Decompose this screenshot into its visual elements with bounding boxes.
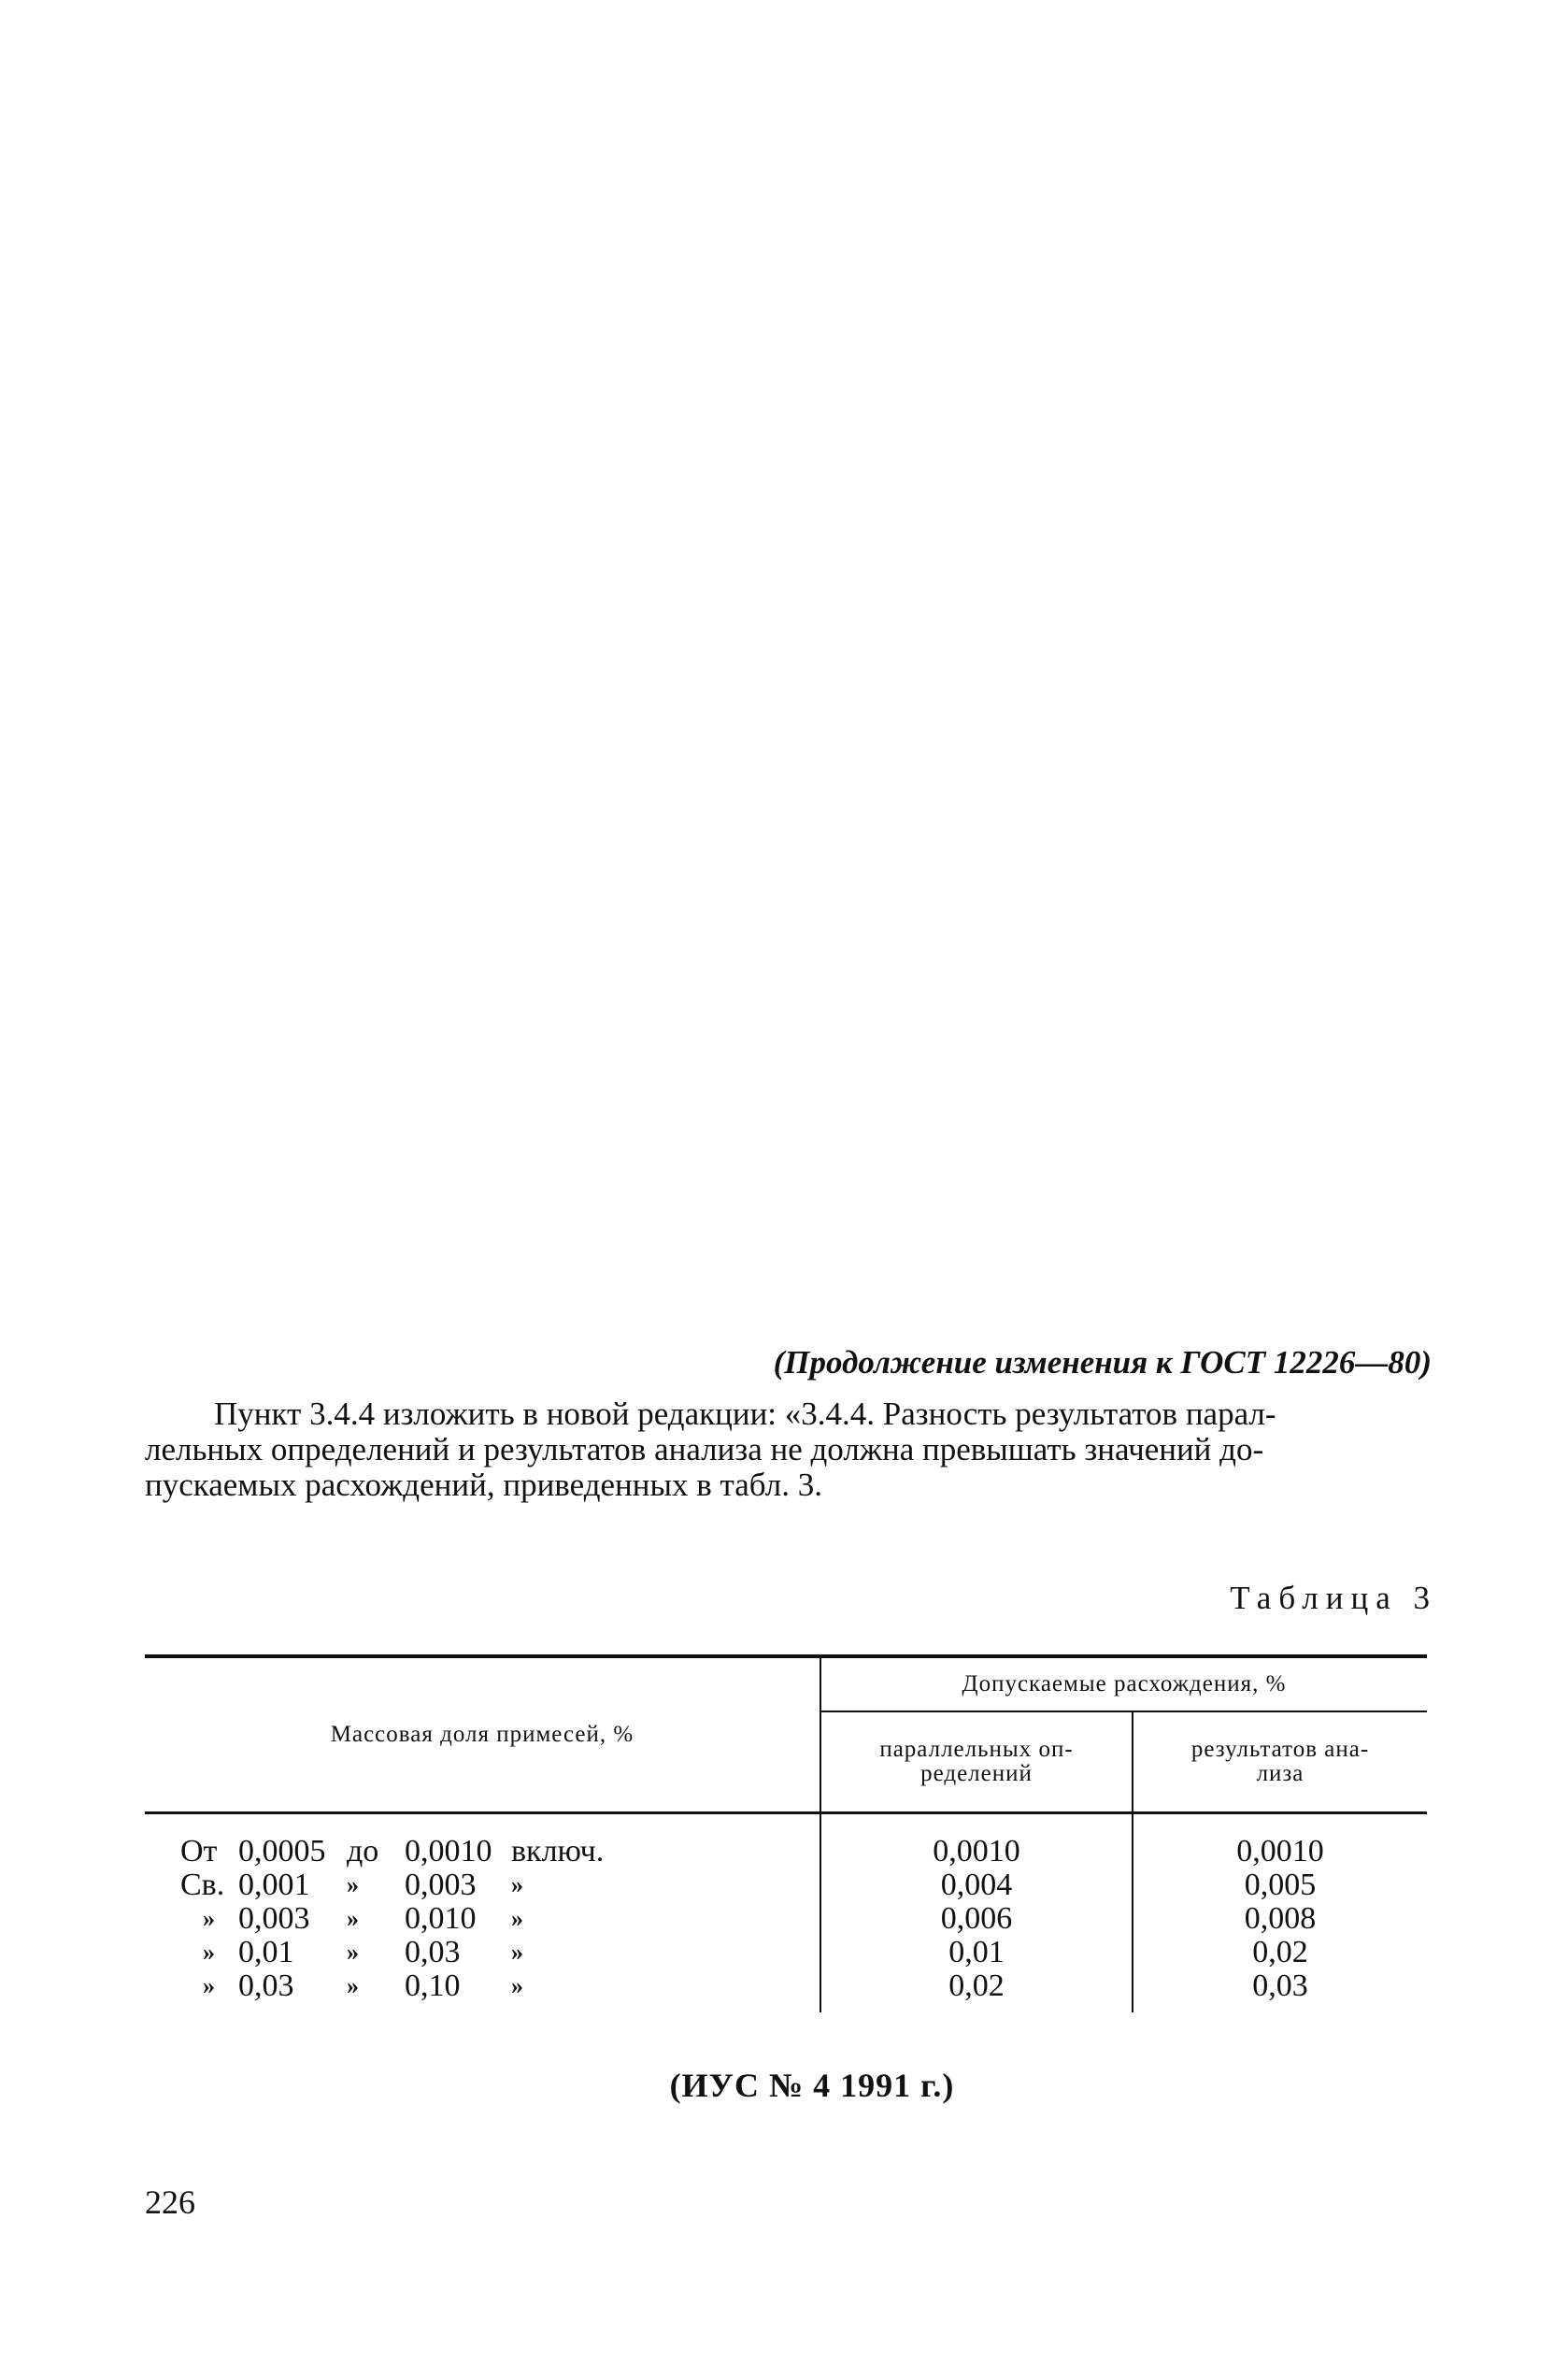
paragraph-line: пускаемых расхождений, приведенных в табл. 3. <box>145 1467 822 1503</box>
range-cell <box>145 1902 820 1936</box>
parallel-value: 0,0010 <box>820 1813 1133 1869</box>
column-header-result <box>1133 1711 1427 1813</box>
range-suffix: » <box>511 1939 523 1966</box>
range-separator: » <box>347 1972 359 1999</box>
paragraph-line: лельных определений и результатов анализа не должна превышать значений до- <box>145 1431 1264 1467</box>
range-separator: » <box>347 1871 359 1898</box>
parallel-value: 0,01 <box>820 1936 1133 1969</box>
continuation-heading: (Продолжение изменения к ГОСТ 12226—80) <box>773 1344 1432 1381</box>
result-value: 0,0010 <box>1133 1813 1427 1869</box>
range-to: 0,10 <box>405 1968 461 2003</box>
range-separator: до <box>347 1834 379 1868</box>
table-row <box>145 1813 1427 1869</box>
range-from: 0,0005 <box>238 1834 326 1868</box>
range-to: 0,0010 <box>405 1834 492 1868</box>
tolerance-table <box>145 1654 1427 2012</box>
range-from: 0,001 <box>238 1868 310 1902</box>
range-to: 0,003 <box>405 1868 477 1902</box>
range-separator: » <box>347 1939 359 1966</box>
range-cell <box>145 1813 820 1869</box>
range-to: 0,010 <box>405 1901 477 1936</box>
range-from: 0,003 <box>238 1901 310 1936</box>
result-value: 0,03 <box>1133 1969 1427 2012</box>
range-prefix: » <box>203 1972 215 1999</box>
range-prefix: » <box>203 1939 215 1966</box>
column-header-tolerance-group: Допускаемые расхождения, % <box>820 1656 1427 1711</box>
tolerance-table-container <box>145 1654 1427 2012</box>
range-cell <box>145 1969 820 2012</box>
table-row <box>145 1902 1427 1936</box>
range-prefix: » <box>203 1905 215 1932</box>
header-line: параллельных оп- <box>879 1737 1074 1762</box>
parallel-value: 0,02 <box>820 1969 1133 2012</box>
range-to: 0,03 <box>405 1935 461 1969</box>
amendment-paragraph <box>145 1396 1425 1503</box>
paragraph-line: Пункт 3.4.4 изложить в новой редакции: «3.4.4. Разность результатов парал- <box>214 1396 1276 1432</box>
result-value: 0,02 <box>1133 1936 1427 1969</box>
header-line: ределений <box>920 1761 1033 1786</box>
table-row <box>145 1936 1427 1969</box>
range-cell <box>145 1868 820 1902</box>
parallel-value: 0,004 <box>820 1868 1133 1902</box>
range-cell <box>145 1936 820 1969</box>
range-prefix: От <box>180 1834 218 1868</box>
parallel-value: 0,006 <box>820 1902 1133 1936</box>
header-line: результатов ана- <box>1190 1737 1370 1762</box>
table-row <box>145 1868 1427 1902</box>
range-prefix: Св. <box>180 1868 225 1902</box>
range-suffix: » <box>511 1972 523 1999</box>
source-note: (ИУС № 4 1991 г.) <box>669 2067 955 2104</box>
page-number: 226 <box>145 2183 195 2221</box>
range-suffix: включ. <box>511 1834 605 1868</box>
result-value: 0,008 <box>1133 1902 1427 1936</box>
table-row <box>145 1969 1427 2012</box>
header-line: лиза <box>1256 1761 1304 1786</box>
range-separator: » <box>347 1905 359 1932</box>
column-header-parallel <box>820 1711 1133 1813</box>
range-suffix: » <box>511 1905 523 1932</box>
range-from: 0,03 <box>238 1968 294 2003</box>
result-value: 0,005 <box>1133 1868 1427 1902</box>
table-caption: Таблица 3 <box>1230 1580 1437 1616</box>
range-suffix: » <box>511 1871 523 1898</box>
column-header-mass-fraction: Массовая доля примесей, % <box>145 1656 820 1813</box>
range-from: 0,01 <box>238 1935 294 1969</box>
